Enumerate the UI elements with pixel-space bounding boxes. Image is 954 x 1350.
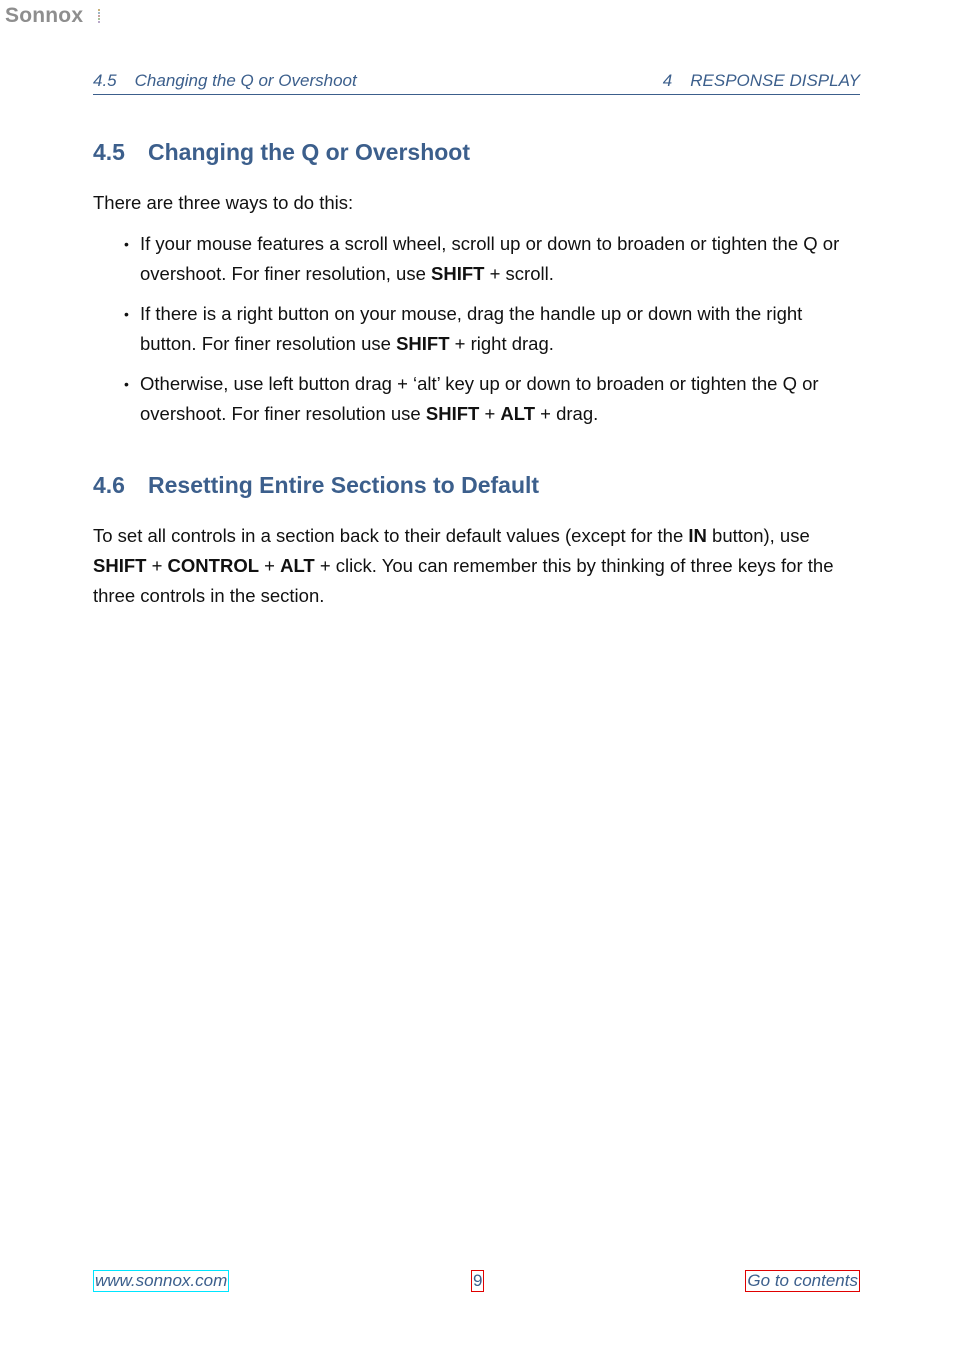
key-shift: SHIFT <box>431 263 485 284</box>
sonnox-logo <box>5 4 83 28</box>
key-shift: SHIFT <box>425 403 480 424</box>
key-in: IN <box>688 525 707 546</box>
item-text: If there is a right button on your mouse, drag the handle up or down with the right button. For finer resolution use <box>140 303 803 354</box>
header-right-title: RESPONSE DISPLAY <box>690 71 860 90</box>
page-footer <box>93 1270 860 1294</box>
key-alt: ALT <box>500 403 536 424</box>
bullet-icon: • <box>124 236 129 252</box>
key-shift: SHIFT <box>396 333 450 354</box>
section-title: Resetting Entire Sections to Default <box>148 472 540 498</box>
methods-list <box>93 229 860 429</box>
key-shift: SHIFT <box>93 555 147 576</box>
item-text: + scroll. <box>484 263 554 284</box>
website-link[interactable]: www.sonnox.com <box>95 1271 228 1290</box>
intro-paragraph: There are three ways to do this: <box>93 192 354 213</box>
bullet-icon: • <box>124 376 129 392</box>
section-heading-4-6 <box>93 471 860 499</box>
item-text: Otherwise, use left button drag + ‘alt’ key up or down to broaden or tighten the Q or overshoot. For finer resolution use <box>140 373 819 424</box>
running-header <box>93 71 860 95</box>
section-heading-4-5 <box>93 138 860 166</box>
logo-dots-icon <box>98 9 101 26</box>
header-chapter-ref <box>663 71 860 91</box>
logo-text: Sonnox <box>5 4 84 27</box>
section-number: 4.5 <box>93 139 125 165</box>
key-control: CONTROL <box>167 555 260 576</box>
page-content <box>93 138 860 611</box>
header-section-ref <box>93 71 357 91</box>
bullet-icon: • <box>124 306 129 322</box>
header-left-number: 4.5 <box>93 71 117 90</box>
item-text: + drag. <box>535 403 599 424</box>
item-text: If your mouse features a scroll wheel, scroll up or down to broaden or tighten the Q or overshoot. For finer resolution, use <box>140 233 840 284</box>
list-item <box>93 299 860 359</box>
reset-paragraph: To set all controls in a section back to their default values (except for the IN button), use SHIFT + CONTROL + ALT + click. You can remember this by thinking of three keys for the three controls in the section. <box>93 525 834 606</box>
item-text: + right drag. <box>449 333 554 354</box>
section-title: Changing the Q or Overshoot <box>148 139 471 165</box>
list-item <box>93 229 860 289</box>
go-to-contents-link[interactable]: Go to contents <box>747 1271 858 1290</box>
section-number: 4.6 <box>93 472 125 498</box>
key-alt: ALT <box>280 555 315 576</box>
header-left-title: Changing the Q or Overshoot <box>134 71 357 90</box>
item-text: + <box>479 403 501 424</box>
header-right-number: 4 <box>662 71 673 90</box>
list-item <box>93 369 860 429</box>
page-number-link[interactable]: 9 <box>473 1271 483 1290</box>
